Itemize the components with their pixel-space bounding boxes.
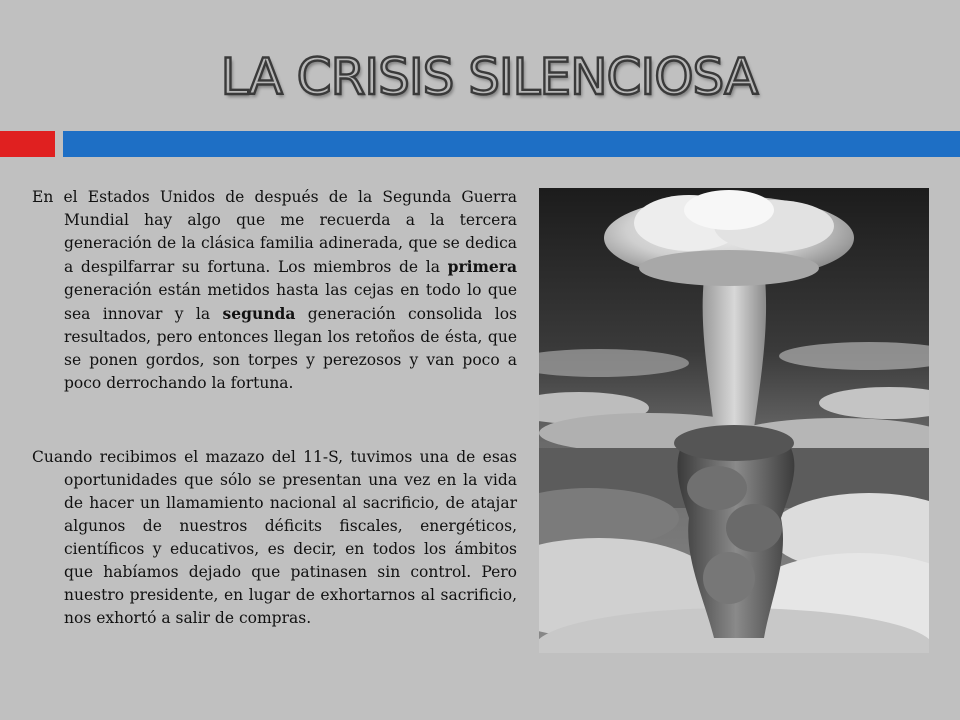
slide-title: LA CRISIS SILENCIOSA xyxy=(220,48,758,106)
paragraph-1 xyxy=(32,186,517,395)
paragraph-1-text-a: En el Estados Unidos de después de la Segunda Guerra Mundial hay algo que me recuerda a la tercera generación de la clásica familia adinerada, que se dedica a despilfarrar su fortuna. Los miembros de la xyxy=(32,188,517,276)
accent-bar-blue xyxy=(63,131,960,157)
bold-word-primera: primera xyxy=(447,257,517,276)
accent-bar-red xyxy=(0,131,55,157)
paragraph-1-text-c: generación consolida los resultados, pero entonces llegan los retoños de ésta, que se ponen gordos, son torpes y perezosos y van poco a poco derrochando la fortuna. xyxy=(64,305,517,392)
paragraph-2: Cuando recibimos el mazazo del 11-S, tuvimos una de esas oportunidades que sólo se presentan una vez en la vida de hacer un llamamiento nacional al sacrificio, de atajar algunos de nuestros déficits fiscales, energéticos, científicos y educativos, es decir, en todos los ámbitos que habíamos dejado que patinasen sin control. Pero nuestro presidente, en lugar de exhortarnos al sacrificio, nos exhortó a salir de compras. xyxy=(32,448,517,627)
mushroom-cloud-photo xyxy=(539,188,929,653)
bold-word-segunda: segunda xyxy=(222,304,296,323)
paragraph-1-text-b: generación están metidos hasta las cejas en todo lo que sea innovar y la xyxy=(64,281,517,323)
